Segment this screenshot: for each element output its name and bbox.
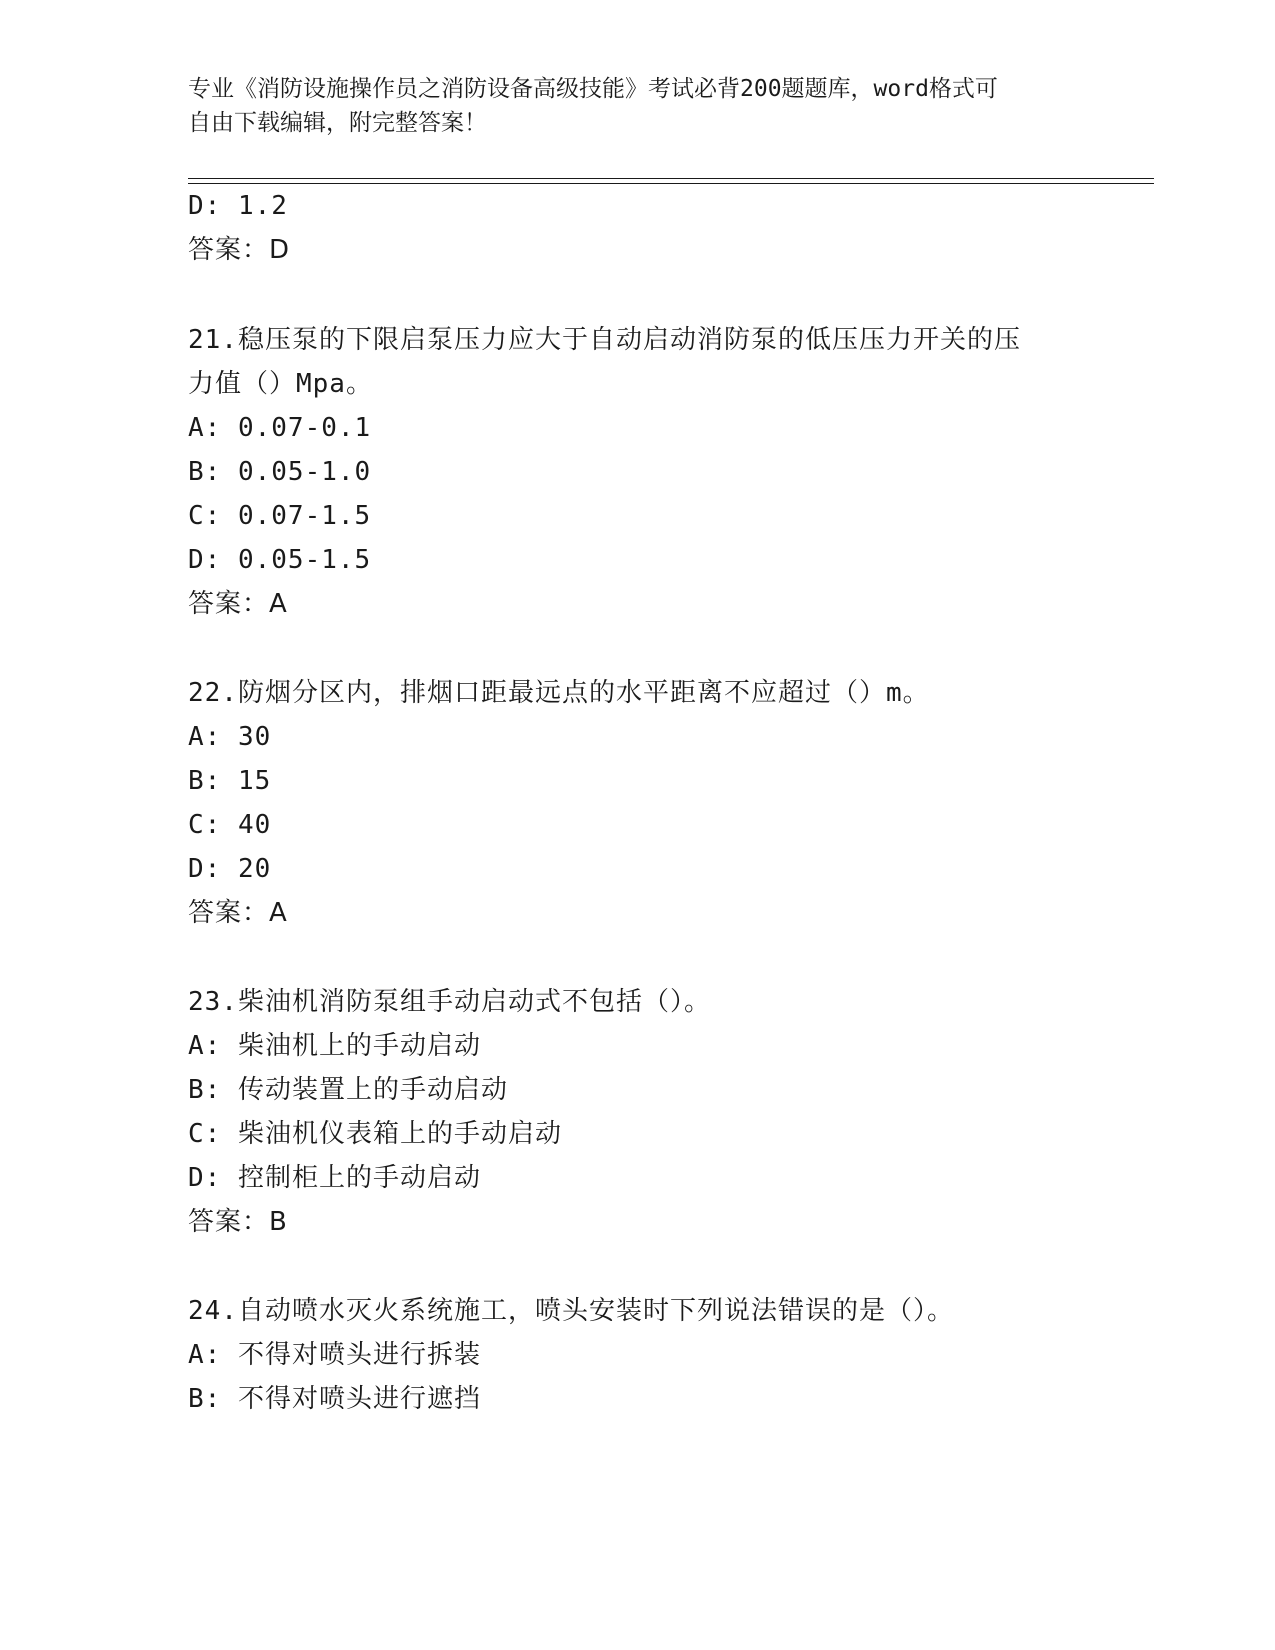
q21-stem-line-2: 力值（）Mpa。 [188, 369, 373, 399]
q21-option-a: A: 0.07-0.1 [188, 413, 372, 443]
q22-option-d: D: 20 [188, 854, 272, 884]
q22-stem: 22.防烟分区内，排烟口距最远点的水平距离不应超过（）m。 [188, 678, 930, 708]
q23-stem: 23.柴油机消防泵组手动启动式不包括（）。 [188, 987, 711, 1017]
q21-option-d: D: 0.05-1.5 [188, 545, 372, 575]
q23-option-d: D: 控制柜上的手动启动 [188, 1163, 481, 1193]
q23-option-b: B: 传动装置上的手动启动 [188, 1075, 508, 1105]
q21-option-c: C: 0.07-1.5 [188, 501, 372, 531]
page-header [188, 72, 1088, 140]
q22-option-a: A: 30 [188, 722, 272, 752]
prev-option-d: D: 1.2 [188, 191, 288, 221]
q22-option-c: C: 40 [188, 810, 272, 840]
q24-option-b: B: 不得对喷头进行遮挡 [188, 1384, 481, 1414]
prev-answer: 答案：D [188, 235, 291, 265]
q24-stem: 24.自动喷水灭火系统施工，喷头安装时下列说法错误的是（）。 [188, 1296, 954, 1326]
header-line-2: 自由下载编辑，附完整答案！ [188, 110, 487, 136]
q21-option-b: B: 0.05-1.0 [188, 457, 372, 487]
q23-option-a: A: 柴油机上的手动启动 [188, 1031, 481, 1061]
header-rule-bottom [188, 183, 1154, 184]
q24-option-a: A: 不得对喷头进行拆装 [188, 1340, 481, 1370]
q23-option-c: C: 柴油机仪表箱上的手动启动 [188, 1119, 562, 1149]
q21-stem-line-1: 21.稳压泵的下限启泵压力应大于自动启动消防泵的低压压力开关的压 [188, 325, 1021, 355]
header-line-1: 专业《消防设施操作员之消防设备高级技能》考试必背200题题库，word格式可 [188, 76, 998, 102]
q23-answer: 答案：B [188, 1207, 288, 1237]
header-rule-top [188, 178, 1154, 179]
q21-answer: 答案：A [188, 589, 288, 619]
q22-answer: 答案：A [188, 898, 288, 928]
q22-option-b: B: 15 [188, 766, 272, 796]
